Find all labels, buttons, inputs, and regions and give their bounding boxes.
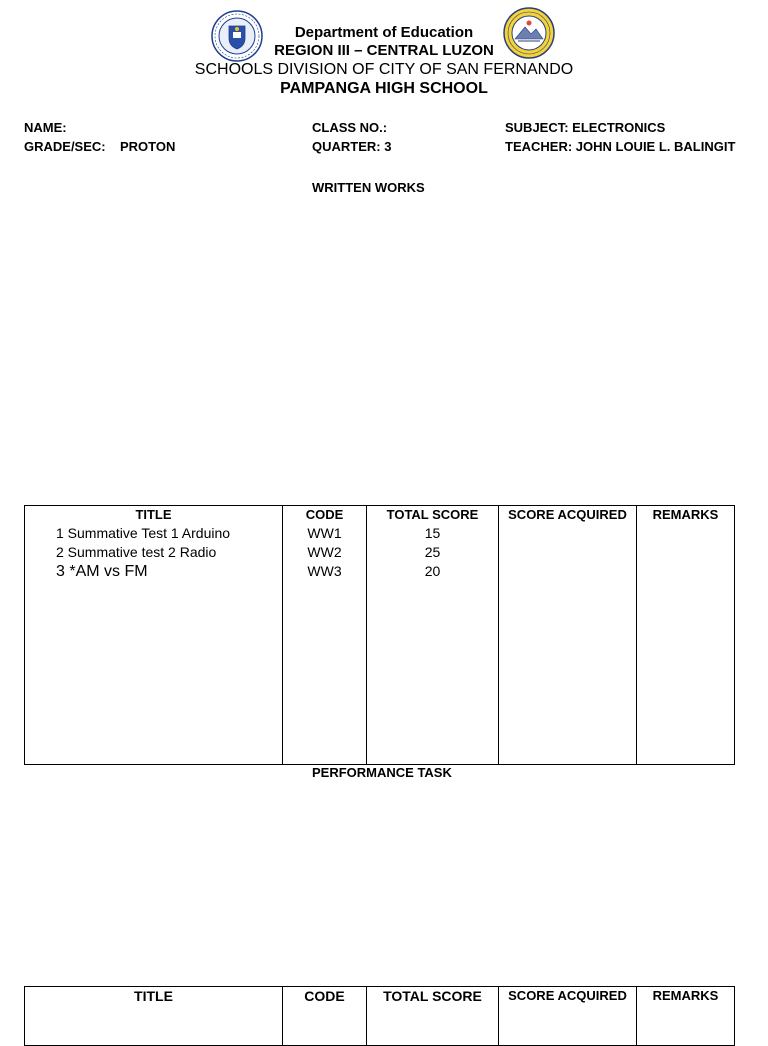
grade-section-label: GRADE/SEC: (24, 139, 106, 154)
name-label: NAME: (24, 120, 67, 135)
column-header-remarks: REMARKS (637, 506, 735, 525)
table-row (25, 543, 735, 562)
subject-label: SUBJECT: ELECTRONICS (505, 120, 666, 135)
division-title: SCHOOLS DIVISION OF CITY OF SAN FERNANDO (194, 61, 574, 78)
row-total-score: 25 (367, 543, 499, 562)
performance-task-table (24, 986, 735, 1046)
row-score-acquired (499, 543, 637, 562)
table-filler-row (25, 581, 735, 765)
column-header-total-score: TOTAL SCORE (367, 506, 499, 525)
row-code: WW3 (283, 562, 367, 581)
row-total-score: 20 (367, 562, 499, 581)
row-title: 3 *AM vs FM (25, 562, 283, 581)
written-works-table (24, 505, 735, 765)
column-header-score-acquired: SCORE ACQUIRED (499, 506, 637, 525)
row-score-acquired (499, 562, 637, 581)
column-header-score-acquired: SCORE ACQUIRED (499, 987, 637, 1006)
table-filler-row (25, 1005, 735, 1046)
table-row (25, 562, 735, 581)
table-header-row (25, 987, 735, 1006)
region-title: REGION III – CENTRAL LUZON (274, 42, 494, 59)
school-title: PAMPANGA HIGH SCHOOL (280, 80, 488, 97)
department-title: Department of Education (294, 24, 474, 41)
row-remarks (637, 543, 735, 562)
row-score-acquired (499, 524, 637, 543)
quarter-label: QUARTER: 3 (312, 139, 392, 154)
column-header-total-score: TOTAL SCORE (367, 987, 499, 1006)
row-title: 2 Summative test 2 Radio (25, 543, 283, 562)
column-header-remarks: REMARKS (637, 987, 735, 1006)
written-works-heading: WRITTEN WORKS (312, 180, 425, 195)
table-row (25, 524, 735, 543)
column-header-code: CODE (283, 506, 367, 525)
column-header-title: TITLE (25, 506, 283, 525)
row-title: 1 Summative Test 1 Arduino (25, 524, 283, 543)
class-number-label: CLASS NO.: (312, 120, 388, 135)
table-header-row (25, 506, 735, 525)
column-header-code: CODE (283, 987, 367, 1006)
row-remarks (637, 562, 735, 581)
performance-task-heading: PERFORMANCE TASK (312, 765, 452, 780)
teacher-label: TEACHER: JOHN LOUIE L. BALINGIT (505, 139, 736, 154)
row-code: WW1 (283, 524, 367, 543)
row-code: WW2 (283, 543, 367, 562)
column-header-title: TITLE (25, 987, 283, 1006)
grade-section-value: PROTON (120, 139, 176, 154)
row-remarks (637, 524, 735, 543)
row-total-score: 15 (367, 524, 499, 543)
